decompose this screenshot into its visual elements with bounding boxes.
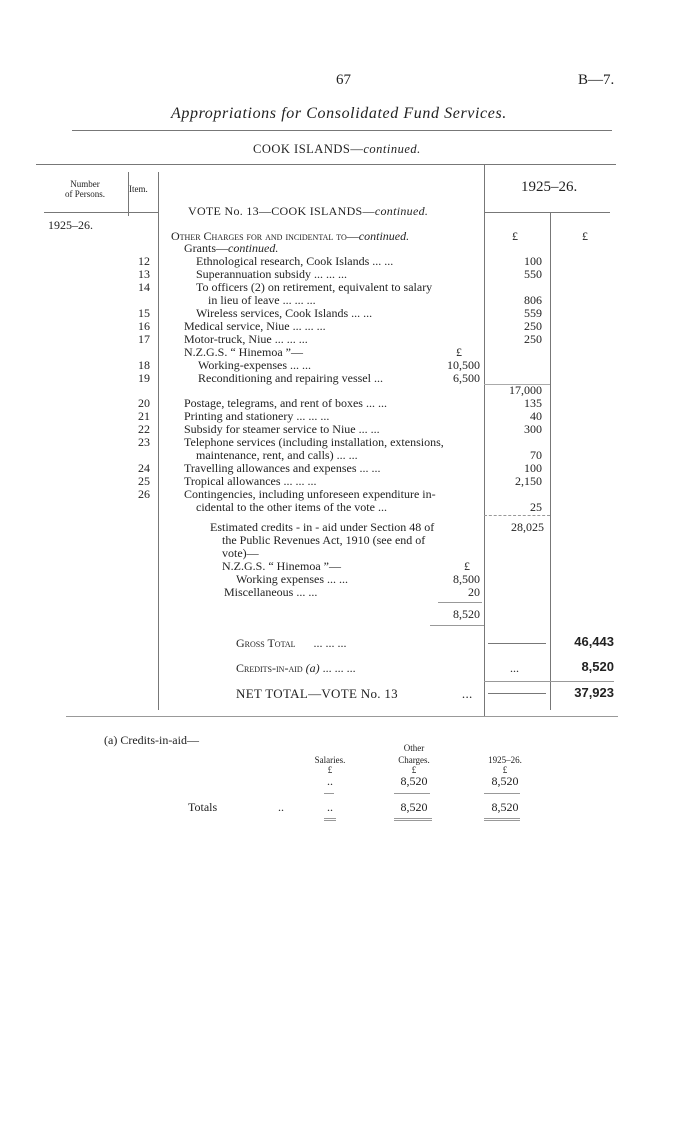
vote-heading bbox=[188, 204, 428, 219]
credits-in-aid-leader: ... ... ... bbox=[322, 661, 356, 675]
persons-item-divider bbox=[128, 172, 129, 216]
item-description: in lieu of leave ... ... ... bbox=[208, 293, 316, 307]
gross-total-dash bbox=[488, 643, 546, 644]
net-total-leader: ... bbox=[461, 686, 473, 701]
item-description: Reconditioning and repairing vessel ... bbox=[198, 371, 383, 385]
footnote-label: (a) Credits-in-aid— bbox=[104, 733, 199, 747]
gross-total-leader: ... ... ... bbox=[313, 636, 347, 650]
item-number: 24 bbox=[138, 461, 150, 475]
footnote-col-other-line2: Charges. bbox=[398, 755, 430, 765]
charges-heading-main: Other Charges for and incidental to— bbox=[171, 229, 359, 243]
footnote-rule bbox=[394, 793, 430, 794]
item-description: Contingencies, including unforeseen expenditure in- bbox=[184, 487, 436, 501]
item-number: 15 bbox=[138, 306, 150, 320]
footnote-totals-other: 8,520 bbox=[400, 800, 428, 814]
footnote-totals-leader: .. bbox=[278, 800, 284, 814]
gross-total-label bbox=[236, 636, 346, 651]
subtotal-rule bbox=[484, 515, 550, 516]
item-description: Wireless services, Cook Islands ... ... bbox=[196, 306, 373, 320]
credits-misc-amount: 20 bbox=[468, 585, 480, 599]
table-top-rule bbox=[36, 164, 616, 165]
footnote-row-other: 8,520 bbox=[400, 774, 428, 788]
item-number: 19 bbox=[138, 371, 150, 385]
item-description: Working-expenses ... ... bbox=[198, 358, 312, 372]
credits-line: vote)— bbox=[222, 546, 259, 560]
item-amount: 550 bbox=[524, 267, 542, 281]
document-reference: B—7. bbox=[578, 72, 615, 88]
credits-in-aid-label bbox=[236, 661, 356, 676]
item-description: Printing and stationery ... ... ... bbox=[184, 409, 330, 423]
credits-in-aid-note: (a) bbox=[305, 661, 320, 675]
item-number: 13 bbox=[138, 267, 150, 281]
item-number: 16 bbox=[138, 319, 150, 333]
footnote-col-salaries: Salaries. bbox=[314, 755, 346, 765]
footnote-double-rule bbox=[484, 818, 520, 821]
credits-in-aid-mid: ... bbox=[510, 661, 519, 675]
item-description: Postage, telegrams, and rent of boxes ... ... bbox=[184, 396, 387, 410]
item-description: Telephone services (including installation, extensions, bbox=[184, 435, 444, 449]
credits-total: 8,520 bbox=[453, 607, 480, 621]
vote-heading-main: VOTE No. 13—COOK ISLANDS— bbox=[188, 204, 375, 218]
footnote-totals-label: Totals bbox=[188, 800, 218, 814]
item-number: 26 bbox=[138, 487, 150, 501]
credits-working-amount: 8,500 bbox=[453, 572, 480, 586]
footnote-double-rule bbox=[394, 818, 432, 821]
credits-in-aid-label-text: Credits-in-aid bbox=[236, 661, 303, 675]
persons-header-line1: Number bbox=[70, 179, 100, 189]
item-description: Travelling allowances and expenses ... ... bbox=[184, 461, 381, 475]
hinemoa-working-amount: 10,500 bbox=[447, 358, 480, 372]
item-description: Medical service, Niue ... ... ... bbox=[184, 319, 326, 333]
section-heading bbox=[253, 142, 421, 157]
item-amount: 250 bbox=[524, 332, 542, 346]
item-amount: 25 bbox=[530, 500, 542, 514]
item-column-header: Item. bbox=[129, 184, 148, 194]
item-number: 22 bbox=[138, 422, 150, 436]
head-underline-right bbox=[484, 212, 610, 213]
credits-in-aid-rule bbox=[484, 681, 614, 682]
credits-in-aid-amount: 8,520 bbox=[581, 659, 614, 674]
table-bottom-rule bbox=[66, 716, 618, 717]
footnote-rule bbox=[324, 793, 334, 794]
hinemoa-pound-sign: £ bbox=[456, 345, 462, 359]
item-description: Superannuation subsidy ... ... ... bbox=[196, 267, 347, 281]
item-number: 14 bbox=[138, 280, 150, 294]
item-amount: 40 bbox=[530, 409, 542, 423]
item-amount: 559 bbox=[524, 306, 542, 320]
page-title: Appropriations for Consolidated Fund Services. bbox=[171, 105, 507, 122]
item-amount: 806 bbox=[524, 293, 542, 307]
footnote-double-rule bbox=[324, 818, 336, 821]
hinemoa-total: 17,000 bbox=[509, 383, 542, 397]
item-description: Motor-truck, Niue ... ... ... bbox=[184, 332, 308, 346]
footnote-pound-other: £ bbox=[411, 765, 417, 775]
gross-total-amount: 46,443 bbox=[574, 634, 614, 649]
item-text-divider bbox=[158, 172, 159, 710]
credits-bottom-rule bbox=[430, 625, 484, 626]
grants-heading-main: Grants— bbox=[184, 241, 228, 255]
net-total-dash bbox=[488, 693, 546, 694]
footnote-pound-salaries: £ bbox=[327, 765, 333, 775]
item-amount: 100 bbox=[524, 254, 542, 268]
footnote-totals-year: 8,520 bbox=[491, 800, 519, 814]
item-amount: 300 bbox=[524, 422, 542, 436]
item-description: Ethnological research, Cook Islands ... ... bbox=[196, 254, 394, 268]
item-amount: 100 bbox=[524, 461, 542, 475]
gross-total-label-text: Gross Total bbox=[236, 636, 296, 650]
amount-total-divider bbox=[550, 212, 551, 710]
grants-heading-continued: continued. bbox=[228, 241, 279, 255]
pound-sign-total-col: £ bbox=[582, 229, 588, 243]
item-description: cidental to the other items of the vote ... bbox=[196, 500, 387, 514]
hinemoa-recond-amount: 6,500 bbox=[453, 371, 480, 385]
item-amount: 2,150 bbox=[515, 474, 542, 488]
item-description: Subsidy for steamer service to Niue ... ... bbox=[184, 422, 380, 436]
pound-sign-amount-col: £ bbox=[512, 229, 518, 243]
item-number: 23 bbox=[138, 435, 150, 449]
footnote-col-year: 1925–26. bbox=[488, 755, 522, 765]
item-description: To officers (2) on retirement, equivalent to salary bbox=[196, 280, 433, 294]
item-description: Tropical allowances ... ... ... bbox=[184, 474, 317, 488]
item-number: 20 bbox=[138, 396, 150, 410]
section-heading-main: COOK ISLANDS— bbox=[253, 142, 364, 156]
footnote-col-other-line1: Other bbox=[403, 743, 425, 753]
charges-heading-continued: continued. bbox=[358, 229, 410, 243]
credits-pound-sign: £ bbox=[464, 559, 470, 573]
head-underline-left bbox=[44, 212, 158, 213]
credits-line: Estimated credits - in - aid under Section 48 of bbox=[210, 520, 435, 534]
title-rule bbox=[72, 130, 612, 131]
item-number: 21 bbox=[138, 409, 150, 423]
section-heading-continued: continued. bbox=[363, 142, 421, 156]
item-number: 25 bbox=[138, 474, 150, 488]
credits-hinemoa: N.Z.G.S. “ Hinemoa ”— bbox=[222, 559, 341, 573]
credits-line: the Public Revenues Act, 1910 (see end of bbox=[222, 533, 426, 547]
item-amount: 70 bbox=[530, 448, 542, 462]
footnote-row-year: 8,520 bbox=[491, 774, 519, 788]
footnote-totals-salaries: .. bbox=[327, 800, 333, 814]
footnote-pound-year: £ bbox=[502, 765, 508, 775]
item-number: 12 bbox=[138, 254, 150, 268]
text-amount-divider bbox=[484, 164, 485, 716]
net-total-amount: 37,923 bbox=[574, 685, 614, 700]
net-total-label-text: NET TOTAL—VOTE No. 13 bbox=[236, 686, 398, 701]
item-description: maintenance, rent, and calls) ... ... bbox=[196, 448, 358, 462]
item-number: 17 bbox=[138, 332, 150, 346]
footnote-rule bbox=[484, 793, 520, 794]
item-number: 18 bbox=[138, 358, 150, 372]
item-amount: 250 bbox=[524, 319, 542, 333]
credits-total-rule bbox=[438, 602, 482, 603]
credits-subtotal: 28,025 bbox=[511, 520, 544, 534]
item-amount: 135 bbox=[524, 396, 542, 410]
credits-working-label: Working expenses ... ... bbox=[236, 572, 349, 586]
persons-header-line2: of Persons. bbox=[65, 189, 105, 199]
persons-column-header bbox=[44, 179, 126, 199]
credits-misc-label: Miscellaneous ... ... bbox=[224, 585, 318, 599]
net-total-label bbox=[236, 686, 473, 702]
footnote-row-salaries: .. bbox=[327, 774, 333, 788]
item-description: N.Z.G.S. “ Hinemoa ”— bbox=[184, 345, 303, 359]
persons-year: 1925–26. bbox=[48, 218, 93, 232]
page-number: 67 bbox=[336, 72, 351, 88]
year-column-header: 1925–26. bbox=[521, 179, 578, 195]
vote-heading-continued: continued. bbox=[374, 204, 429, 218]
